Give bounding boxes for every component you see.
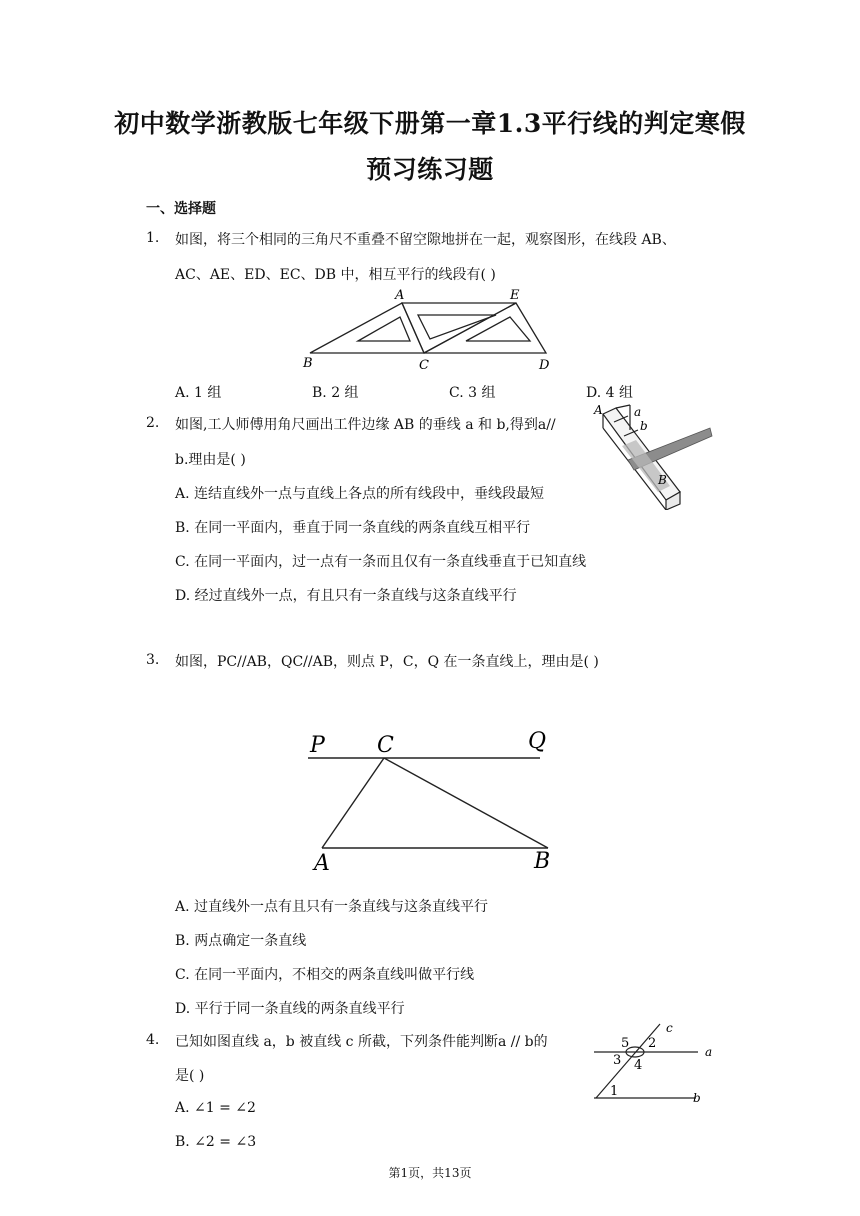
q4-text-line1: 已知如图直线 a，b 被直线 c 所截，下列条件能判断a // b的 (175, 1034, 548, 1050)
q2-option-a[interactable]: A. 连结直线外一点与直线上各点的所有线段中，垂线段最短 (175, 486, 545, 502)
q3-number: 3. (146, 652, 160, 668)
q3-text-line1: 如图，PC//AB，QC//AB，则点 P，C，Q 在一条直线上，理由是( ) (175, 654, 599, 670)
q1-option-c[interactable]: C. 3 组 (449, 385, 496, 401)
q1-option-a[interactable]: A. 1 组 (175, 385, 222, 401)
page-title-line1: 初中数学浙教版七年级下册第一章1.3平行线的判定寒假 (114, 109, 746, 138)
q1-option-b[interactable]: B. 2 组 (312, 385, 359, 401)
q2-label-A: A (594, 403, 603, 417)
q2-text-line2: b.理由是( ) (175, 452, 246, 468)
q4-label-c: c (666, 1021, 673, 1035)
q2-number: 2. (146, 415, 160, 431)
q4-parallel-lines-figure (588, 1020, 718, 1112)
q1-label-C: C (419, 358, 429, 373)
q3-label-C: C (377, 733, 394, 758)
q2-label-a: a (634, 405, 642, 419)
q4-label-b: b (693, 1091, 701, 1105)
q3-option-c[interactable]: C. 在同一平面内，不相交的两条直线叫做平行线 (175, 967, 475, 983)
q4-angle-4: 4 (634, 1058, 643, 1073)
q1-text-line2: AC、AE、ED、EC、DB 中，相互平行的线段有( ) (175, 267, 496, 283)
q1-triangles-figure (300, 287, 560, 373)
q3-triangle-figure (300, 724, 570, 880)
q4-angle-5: 5 (621, 1036, 630, 1051)
q1-triangle-left (310, 303, 424, 353)
q3-label-P: P (310, 733, 325, 758)
q1-text-line1: 如图，将三个相同的三角尺不重叠不留空隙地拼在一起，观察图形，在线段 AB、 (175, 232, 676, 248)
q2-option-d[interactable]: D. 经过直线外一点，有且只有一条直线与这条直线平行 (175, 588, 517, 604)
q3-option-d[interactable]: D. 平行于同一条直线的两条直线平行 (175, 1001, 405, 1017)
q4-number: 4. (146, 1032, 160, 1048)
q4-text-line2: 是( ) (175, 1068, 205, 1084)
section-heading: 一、选择题 (146, 201, 216, 217)
q1-label-D: D (539, 358, 550, 373)
q3-label-B: B (534, 849, 551, 874)
q1-label-B: B (303, 356, 313, 371)
q1-number: 1. (146, 230, 160, 246)
q3-label-A: A (314, 851, 330, 876)
q1-label-E: E (510, 288, 520, 303)
q2-option-c[interactable]: C. 在同一平面内，过一点有一条而且仅有一条直线垂直于已知直线 (175, 554, 587, 570)
q4-option-a[interactable]: A. ∠1 = ∠2 (175, 1100, 256, 1116)
page-footer: 第1页，共13页 (388, 1166, 472, 1180)
q1-triangle-right (424, 303, 546, 353)
page-title-line2: 预习练习题 (366, 155, 494, 184)
q1-option-d[interactable]: D. 4 组 (586, 385, 633, 401)
q4-angle-1: 1 (610, 1084, 619, 1099)
q1-label-A: A (395, 288, 405, 303)
q2-set-square-figure (588, 400, 718, 510)
q4-angle-2: 2 (648, 1036, 657, 1051)
q4-option-b[interactable]: B. ∠2 = ∠3 (175, 1134, 257, 1150)
q4-angle-3: 3 (613, 1053, 622, 1068)
q2-label-B: B (658, 473, 667, 487)
q2-label-b: b (640, 419, 648, 433)
q3-label-Q: Q (528, 729, 547, 754)
q3-option-a[interactable]: A. 过直线外一点有且只有一条直线与这条直线平行 (175, 899, 489, 915)
q4-label-a: a (705, 1045, 713, 1059)
q3-option-b[interactable]: B. 两点确定一条直线 (175, 933, 307, 949)
q2-text-line1: 如图,工人师傅用角尺画出工件边缘 AB 的垂线 a 和 b,得到a// (175, 417, 556, 433)
q2-option-b[interactable]: B. 在同一平面内，垂直于同一条直线的两条直线互相平行 (175, 520, 531, 536)
